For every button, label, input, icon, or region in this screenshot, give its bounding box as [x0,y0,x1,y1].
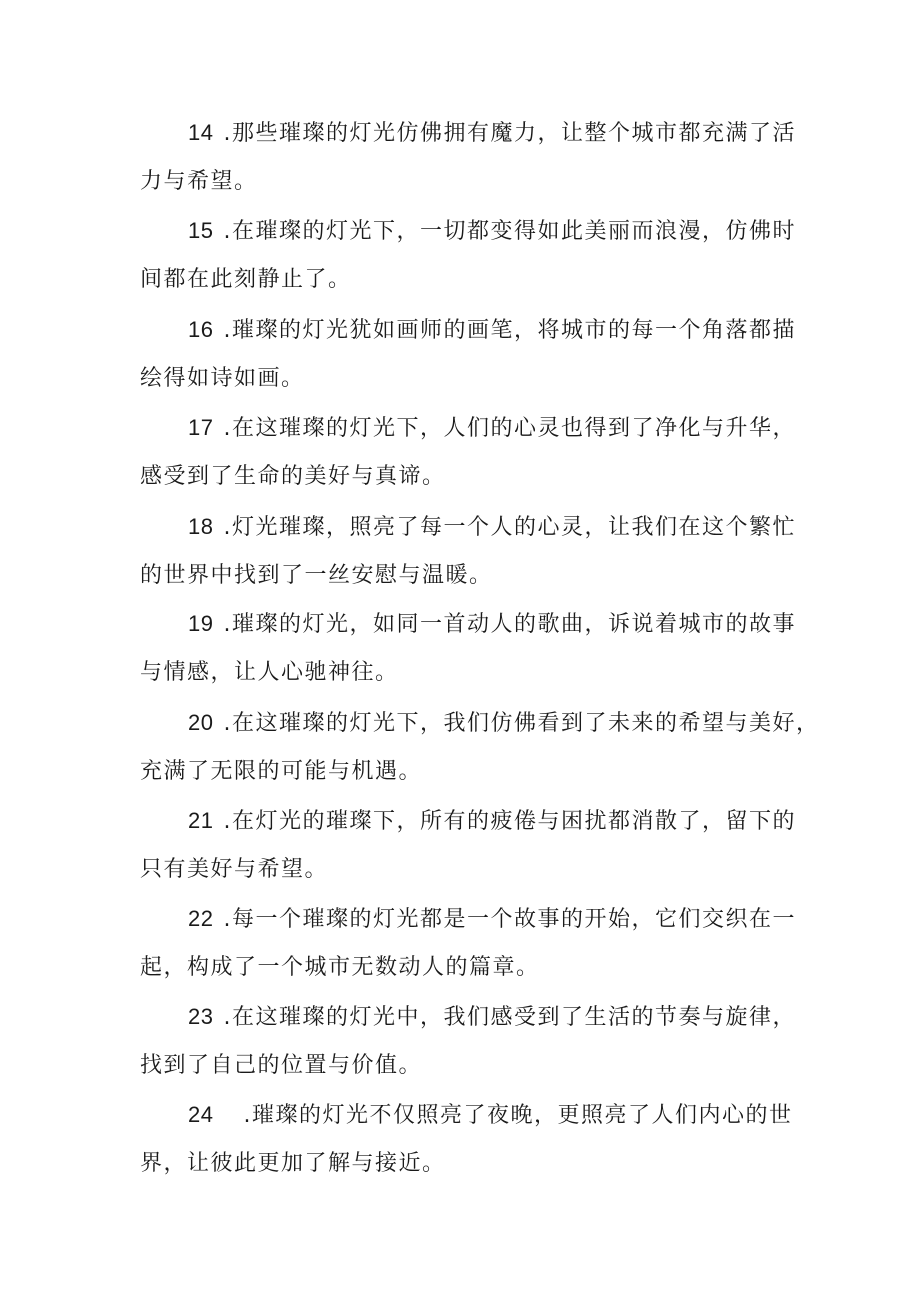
item-number: 15 [188,218,214,243]
list-item-first-line [140,796,796,845]
list-item-first-line [140,403,796,452]
list-item-first-line [140,599,796,648]
item-text-line2: 界，让彼此更加了解与接近。 [140,1151,446,1176]
item-text-line2: 感受到了生命的美好与真谛。 [140,464,446,489]
list-item [140,403,796,501]
item-text-line1: .灯光璀璨，照亮了每一个人的心灵，让我们在这个繁忙 [223,515,796,540]
list-item [140,796,796,894]
item-text-line2: 充满了无限的可能与机遇。 [140,759,423,784]
item-text-line2: 的世界中找到了一丝安慰与温暖。 [140,563,493,588]
item-number: 14 [188,120,214,145]
item-text-line1: .在这璀璨的灯光下，我们仿佛看到了未来的希望与美好， [223,711,820,736]
item-text-line2: 起，构成了一个城市无数动人的篇章。 [140,955,540,980]
item-number: 23 [188,1004,214,1029]
item-text-line1: .每一个璀璨的灯光都是一个故事的开始，它们交织在一 [223,907,796,932]
item-number: 22 [188,906,214,931]
item-text-line1: .璀璨的灯光不仅照亮了夜晚，更照亮了人们内心的世 [243,1103,793,1128]
item-text-line2: 绘得如诗如画。 [140,366,305,391]
list-item-first-line [140,992,796,1041]
list-item-first-line [140,108,796,157]
list-item [140,206,796,304]
list-item-first-line [140,502,796,551]
list-item [140,992,796,1090]
item-text-line2: 力与希望。 [140,169,258,194]
item-number: 16 [188,317,214,342]
list-item [140,599,796,697]
item-number: 20 [188,710,214,735]
item-text-line2: 间都在此刻静止了。 [140,267,352,292]
item-text-line1: .在璀璨的灯光下，一切都变得如此美丽而浪漫，仿佛时 [223,219,796,244]
item-number: 21 [188,808,214,833]
item-text-line1: .那些璀璨的灯光仿佛拥有魔力，让整个城市都充满了活 [223,121,796,146]
list-item [140,305,796,403]
item-text-line2: 找到了自己的位置与价值。 [140,1053,423,1078]
item-text-line1: .在这璀璨的灯光中，我们感受到了生活的节奏与旋律， [223,1005,796,1030]
item-number: 24 [188,1102,214,1127]
item-number: 17 [188,415,214,440]
list-item [140,1090,793,1188]
list-item-first-line [140,305,796,354]
item-text-line2: 只有美好与希望。 [140,857,329,882]
item-number: 19 [188,611,214,636]
list-item [140,108,796,206]
item-text-line1: .在灯光的璀璨下，所有的疲倦与困扰都消散了，留下的 [223,809,796,834]
list-item-first-line [140,894,796,943]
list-item-first-line [140,1090,793,1139]
item-text-line1: .在这璀璨的灯光下，人们的心灵也得到了净化与升华， [223,416,796,441]
item-text-line1: .璀璨的灯光犹如画师的画笔，将城市的每一个角落都描 [223,318,796,343]
item-text-line1: .璀璨的灯光，如同一首动人的歌曲，诉说着城市的故事 [223,612,796,637]
list-item [140,894,796,992]
list-item-first-line [140,206,796,255]
item-number: 18 [188,514,214,539]
list-item-first-line [140,698,820,747]
list-item [140,502,796,600]
list-item [140,698,820,796]
item-text-line2: 与情感，让人心驰神往。 [140,660,399,685]
